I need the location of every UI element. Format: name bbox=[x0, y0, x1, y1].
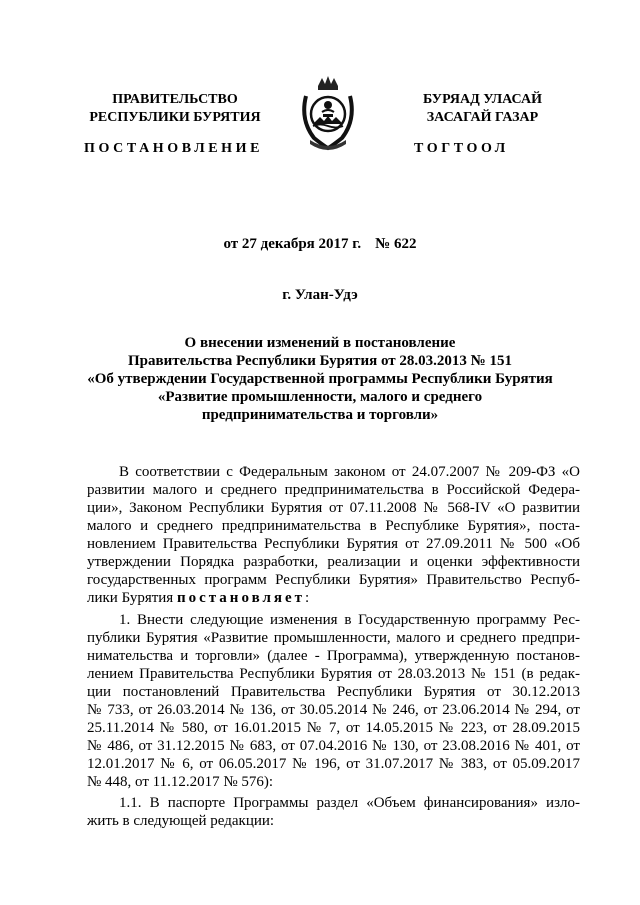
gov-line-2: РЕСПУБЛИКИ БУРЯТИЯ bbox=[89, 110, 261, 125]
text-line: нимательства и торговли» (далее - Программа), утвержденную постанов- bbox=[87, 648, 580, 664]
title-line: предпринимательства и торговли» bbox=[201, 407, 439, 423]
title-line: «Развитие промышленности, малого и среднего bbox=[157, 389, 483, 405]
text-line: малого и среднего предпринимательства в Республике Бурятия», поста- bbox=[87, 518, 580, 534]
text-line: жить в следующей редакции: bbox=[87, 813, 275, 829]
decree-word: постановляет bbox=[176, 590, 306, 606]
text-line: 1.1. В паспорте Программы раздел «Объем финансирования» изло- bbox=[119, 795, 580, 811]
decree-number: № 622 bbox=[375, 236, 417, 252]
item-1-1-paragraph bbox=[87, 794, 580, 830]
title-line: Правительства Республики Бурятия от 28.03.2013 № 151 bbox=[127, 353, 512, 369]
government-name-russian bbox=[75, 91, 275, 127]
text-line: лением Правительства Республики Бурятия от 28.03.2013 № 151 (в редак- bbox=[87, 666, 580, 682]
coat-of-arms-icon bbox=[296, 74, 360, 154]
text-line: публики Бурятия «Развитие промышленности, малого и среднего предпри- bbox=[87, 630, 580, 646]
text-line: № 733, от 26.03.2014 № 136, от 30.05.2014 № 246, от 23.06.2014 № 294, от bbox=[87, 702, 580, 718]
decree-date: от 27 декабря 2017 г. bbox=[223, 236, 362, 252]
preamble-last-prefix: лики Бурятия bbox=[87, 590, 177, 606]
text-line: ции», Законом Республики Бурятия от 07.11.2008 № 568-IV «О развитии bbox=[87, 500, 580, 516]
decree-title bbox=[60, 334, 580, 424]
text-line: 1. Внести следующие изменения в Государственную программу Рес- bbox=[119, 612, 580, 628]
text-line: В соответствии с Федеральным законом от 24.07.2007 № 209-ФЗ «О bbox=[119, 464, 580, 480]
text-line bbox=[87, 589, 580, 607]
text-line: новлением Правительства Республики Бурятия от 27.09.2011 № 500 «Об bbox=[87, 536, 580, 552]
government-name-buryat bbox=[395, 91, 570, 127]
preamble-paragraph bbox=[87, 463, 580, 607]
city: г. Улан-Удэ bbox=[282, 287, 358, 303]
text-line: развитии малого и среднего предпринимательства в Российской Федера- bbox=[87, 482, 580, 498]
title-line: О внесении изменений в постановление bbox=[184, 335, 456, 351]
preamble-last-suffix: : bbox=[305, 590, 310, 606]
gov-buryat-line-2: ЗАСАГАЙ ГАЗАР bbox=[426, 110, 539, 125]
text-line: № 448, от 11.12.2017 № 576): bbox=[87, 774, 274, 790]
text-line: 25.11.2014 № 580, от 16.01.2015 № 7, от 14.05.2015 № 223, от 28.09.2015 bbox=[87, 720, 580, 736]
title-line: «Об утверждении Государственной программы Республики Бурятия bbox=[87, 371, 553, 387]
gov-line-1: ПРАВИТЕЛЬСТВО bbox=[112, 92, 238, 107]
gov-buryat-line-1: БУРЯАД УЛАСАЙ bbox=[423, 92, 542, 107]
date-number-line bbox=[0, 236, 640, 253]
text-line: № 486, от 31.12.2015 № 683, от 07.04.2016 № 130, от 23.08.2016 № 401, от bbox=[87, 738, 580, 754]
doc-type-russian: ПОСТАНОВЛЕНИЕ bbox=[84, 141, 264, 156]
text-line: 12.01.2017 № 6, от 06.05.2017 № 196, от 31.07.2017 № 383, от 05.09.2017 bbox=[87, 756, 580, 772]
text-line: государственных программ Республики Бурятия» Правительство Респуб- bbox=[87, 572, 580, 588]
doc-type-buryat: ТОГТООЛ bbox=[414, 141, 509, 156]
text-line: ции постановлений Правительства Республики Бурятия от 30.12.2013 bbox=[87, 684, 580, 700]
item-1-paragraph bbox=[87, 611, 580, 791]
text-line: утверждении Порядка разработки, реализации и оценки эффективности bbox=[87, 554, 580, 570]
